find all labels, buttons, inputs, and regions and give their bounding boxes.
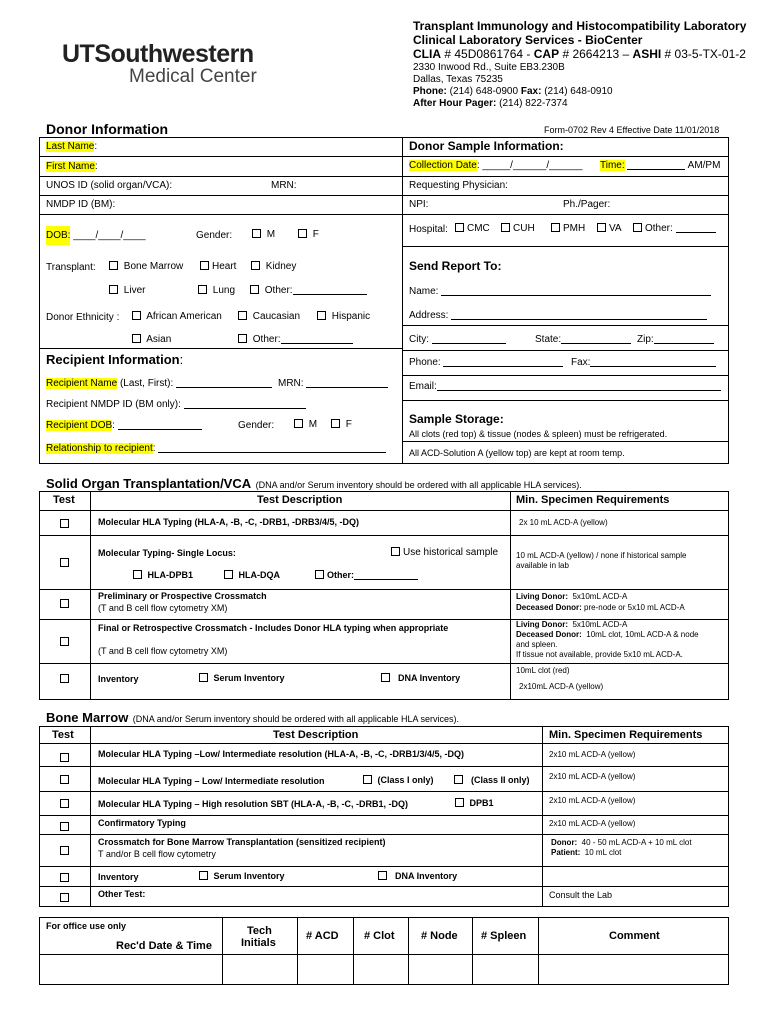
hospital-cmc-checkbox[interactable]: CMC — [455, 223, 490, 235]
bm-row5-description-1: Crossmatch for Bone Marrow Transplantation (sensitized recipient) — [98, 837, 386, 847]
hospital-va-checkbox[interactable]: VA — [597, 223, 622, 235]
hospital-label: Hospital: — [409, 224, 448, 235]
bm-row5-checkbox[interactable] — [60, 846, 69, 855]
divider — [402, 137, 403, 464]
class-ii-only-checkbox[interactable]: (Class II only) — [454, 775, 530, 785]
dob-field[interactable]: DOB: ____/____/____ — [46, 230, 146, 242]
lung-checkbox[interactable]: Lung — [198, 285, 235, 297]
hospital-pmh-checkbox[interactable]: PMH — [551, 223, 585, 235]
nmdp-label: NMDP ID (BM): — [46, 199, 116, 210]
report-city-field[interactable]: City: — [409, 334, 506, 346]
requesting-physician-label: Requesting Physician: — [409, 180, 508, 191]
tech-header: Tech — [247, 925, 272, 937]
gender-f-checkbox[interactable]: F — [298, 229, 319, 241]
solid-row4-description-2: (T and B cell flow cytometry XM) — [98, 646, 228, 656]
bm-row4-specimen: 2x10 mL ACD-A (yellow) — [549, 819, 636, 828]
gender-m-checkbox[interactable]: M — [252, 229, 275, 241]
bone-marrow-checkbox[interactable]: Bone Marrow — [109, 261, 183, 273]
phone-fax: Phone: (214) 648-0900 Fax: (214) 648-0910 — [413, 86, 613, 97]
bm-row1-checkbox[interactable] — [60, 753, 69, 762]
recipient-info-title: Recipient Information: — [46, 352, 184, 367]
solid-row4-specimen-4: If tissue not available, provide 5x10 mL ACD-A. — [516, 650, 683, 659]
spleen-header: # Spleen — [481, 930, 527, 942]
collection-date-field[interactable]: Collection Date: _____/______/______ — [409, 160, 583, 171]
bm-header-min-specimen: Min. Specimen Requirements — [549, 729, 703, 741]
solid-row4-specimen-3: and spleen. — [516, 640, 558, 649]
bone-marrow-title: Bone Marrow (DNA and/or Serum inventory should be ordered with all applicable HLA services). — [46, 710, 459, 725]
solid-dna-inventory-checkbox[interactable]: DNA Inventory — [381, 673, 460, 683]
bm-row1-specimen: 2x10 mL ACD-A (yellow) — [549, 750, 636, 759]
solid-row3-checkbox[interactable] — [60, 599, 69, 608]
solid-row1-specimen: 2x 10 mL ACD-A (yellow) — [519, 518, 608, 527]
solid-row2-specimen-1: 10 mL ACD-A (yellow) / none if historical sample — [516, 551, 687, 560]
other-ethnicity-checkbox[interactable]: Other: — [238, 334, 353, 346]
solid-row3-description-2: (T and B cell flow cytometry XM) — [98, 603, 228, 613]
gender-label: Gender: — [196, 230, 233, 241]
bm-row4-description: Confirmatory Typing — [98, 818, 186, 828]
kidney-checkbox[interactable]: Kidney — [251, 261, 296, 273]
sample-info-title: Donor Sample Information: — [409, 139, 564, 153]
report-state-field[interactable]: State: — [535, 334, 631, 346]
recipient-mrn-field[interactable]: MRN: — [278, 378, 388, 390]
recipient-gender-f-checkbox[interactable]: F — [331, 419, 352, 431]
bm-header-description: Test Description — [273, 729, 359, 741]
form-number: Form-0702 Rev 4 Effective Date 11/01/2018 — [544, 125, 720, 135]
last-name-field[interactable]: Last Name: — [46, 141, 98, 152]
solid-serum-inventory-checkbox[interactable]: Serum Inventory — [199, 673, 285, 683]
ph-pager-label: Ph./Pager: — [563, 199, 611, 210]
asian-checkbox[interactable]: Asian — [132, 334, 171, 346]
hla-dqa-checkbox[interactable]: HLA-DQA — [224, 570, 280, 580]
bm-row3-checkbox[interactable] — [60, 799, 69, 808]
accreditation: CLIA # 45D0861764 - CAP # 2664213 – ASHI # 03-5-TX-01-2 — [413, 47, 746, 61]
solid-row5-specimen-1: 10mL clot (red) — [516, 666, 570, 675]
solid-row3-deceased: Deceased Donor: pre-node or 5x10 mL ACD-A — [516, 603, 685, 612]
node-header: # Node — [421, 930, 458, 942]
bm-inventory-label: Inventory — [98, 872, 139, 882]
unos-id-label: UNOS ID (solid organ/VCA): — [46, 180, 173, 191]
solid-row4-description-1: Final or Retrospective Crossmatch - Includes Donor HLA typing when appropriate — [98, 623, 449, 633]
bm-dna-inventory-checkbox[interactable]: DNA Inventory — [378, 871, 457, 881]
recipient-gender-m-checkbox[interactable]: M — [294, 419, 317, 431]
solid-row2-description: Molecular Typing- Single Locus: — [98, 548, 236, 558]
acd-header: # ACD — [306, 930, 339, 942]
sample-storage-title: Sample Storage: — [409, 412, 504, 426]
solid-header-test: Test — [53, 494, 75, 506]
report-address-field[interactable]: Address: — [409, 310, 707, 322]
bm-other-specimen: Consult the Lab — [549, 890, 613, 900]
lab-name: Transplant Immunology and Histocompatibility Laboratory — [413, 19, 747, 33]
other-locus-checkbox[interactable]: Other: — [315, 570, 418, 580]
solid-row4-checkbox[interactable] — [60, 637, 69, 646]
other-organ-checkbox[interactable]: Other: — [250, 285, 367, 297]
address-line2: Dallas, Texas 75235 — [413, 74, 503, 85]
logo-ut: UT — [62, 40, 95, 68]
bm-row1-description: Molecular HLA Typing –Low/ Intermediate resolution (HLA-A, -B, -C, -DRB1/3/4/5, -DQ) — [98, 749, 465, 759]
collection-time-field[interactable]: Time: AM/PM — [600, 160, 721, 171]
send-report-title: Send Report To: — [409, 259, 502, 273]
hospital-cuh-checkbox[interactable]: CUH — [501, 223, 535, 235]
office-use-label: For office use only — [46, 921, 127, 931]
storage-note-1: All clots (red top) & tissue (nodes & spleen) must be refrigerated. — [409, 429, 668, 439]
logo-southwestern: Southwestern — [94, 40, 254, 68]
dpb1-checkbox[interactable]: DPB1 — [455, 798, 494, 808]
bm-serum-inventory-checkbox[interactable]: Serum Inventory — [199, 871, 285, 881]
recd-date-time-header: Rec'd Date & Time — [116, 940, 212, 952]
bm-row5-donor: Donor: 40 - 50 mL ACD-A + 10 mL clot — [551, 838, 692, 847]
hispanic-checkbox[interactable]: Hispanic — [317, 311, 370, 323]
report-email-field[interactable]: Email: — [409, 381, 721, 393]
clot-header: # Clot — [364, 930, 395, 942]
lab-service: Clinical Laboratory Services - BioCenter — [413, 33, 643, 47]
mrn-label: MRN: — [271, 180, 297, 191]
ethnicity-label: Donor Ethnicity : — [46, 312, 120, 323]
bm-other-checkbox[interactable] — [60, 893, 69, 902]
bm-row2-description: Molecular HLA Typing – Low/ Intermediate resolution — [98, 776, 325, 786]
solid-inventory-label: Inventory — [98, 674, 139, 684]
hla-dpb1-checkbox[interactable]: HLA-DPB1 — [133, 570, 193, 580]
caucasian-checkbox[interactable]: Caucasian — [238, 311, 300, 323]
bm-row5-patient: Patient: 10 mL clot — [551, 848, 622, 857]
transplant-label: Transplant: — [46, 262, 96, 273]
bm-header-test: Test — [52, 729, 74, 741]
bm-row5-description-2: T and/or B cell flow cytometry — [98, 849, 216, 859]
solid-row4-deceased: Deceased Donor: 10mL clot, 10mL ACD-A & node — [516, 630, 699, 639]
report-zip-field[interactable]: Zip: — [637, 334, 714, 346]
bm-row2-specimen: 2x10 mL ACD-A (yellow) — [549, 772, 636, 781]
report-name-field[interactable]: Name: — [409, 286, 711, 298]
use-historical-sample-checkbox[interactable]: Use historical sample — [391, 547, 498, 559]
solid-row3-living: Living Donor: 5x10mL ACD-A — [516, 592, 628, 601]
solid-header-min-specimen: Min. Specimen Requirements — [516, 494, 670, 506]
solid-row4-living: Living Donor: 5x10mL ACD-A — [516, 620, 628, 629]
report-fax-field[interactable]: Fax: — [571, 357, 716, 369]
relationship-field[interactable]: Relationship to recipient: — [46, 443, 386, 455]
storage-note-2: All ACD-Solution A (yellow top) are kept at room temp. — [409, 448, 625, 458]
bm-row3-description: Molecular HLA Typing – High resolution SBT (HLA-A, -B, -C, -DRB1, -DQ) — [98, 799, 408, 809]
solid-row2-checkbox[interactable] — [60, 558, 69, 567]
recipient-dob-field[interactable]: Recipient DOB: — [46, 420, 202, 432]
report-phone-field[interactable]: Phone: — [409, 357, 563, 369]
class-i-only-checkbox[interactable]: (Class I only) — [363, 775, 434, 785]
solid-row1-description: Molecular HLA Typing (HLA-A, -B, -C, -DRB1, -DRB3/4/5, -DQ) — [98, 517, 359, 527]
npi-label: NPI: — [409, 199, 429, 210]
logo — [62, 40, 254, 69]
comment-header: Comment — [609, 930, 660, 942]
recipient-gender-label: Gender: — [238, 420, 275, 431]
heart-checkbox[interactable]: Heart — [200, 261, 236, 273]
address-line1: 2330 Inwood Rd., Suite EB3.230B — [413, 62, 565, 73]
solid-row5-checkbox[interactable] — [60, 674, 69, 683]
recipient-nmdp-field[interactable]: Recipient NMDP ID (BM only): — [46, 399, 306, 411]
african-american-checkbox[interactable]: African American — [132, 311, 222, 323]
bm-other-test-label: Other Test: — [98, 889, 146, 899]
donor-info-title: Donor Information — [46, 121, 169, 137]
bm-row6-checkbox[interactable] — [60, 873, 69, 882]
logo-medical-center: Medical Center — [129, 66, 257, 87]
tech-initials-header: Initials — [241, 937, 276, 949]
hospital-other-checkbox[interactable]: Other: — [633, 223, 716, 235]
first-name-field[interactable]: First Name: — [46, 161, 98, 172]
solid-row1-checkbox[interactable] — [60, 519, 69, 528]
after-hour-pager: After Hour Pager: (214) 822-7374 — [413, 98, 568, 109]
solid-row3-description-1: Preliminary or Prospective Crossmatch — [98, 591, 267, 601]
solid-organ-title: Solid Organ Transplantation/VCA (DNA and/or Serum inventory should be ordered with all applicable HLA services). — [46, 476, 582, 491]
solid-row2-specimen-2: available in lab — [516, 561, 569, 570]
solid-header-description: Test Description — [257, 494, 343, 506]
liver-checkbox[interactable]: Liver — [109, 285, 145, 297]
solid-row5-specimen-2: 2x10mL ACD-A (yellow) — [519, 682, 604, 691]
bm-row4-checkbox[interactable] — [60, 822, 69, 831]
bm-row2-checkbox[interactable] — [60, 775, 69, 784]
bm-row3-specimen: 2x10 mL ACD-A (yellow) — [549, 796, 636, 805]
recipient-name-field[interactable]: Recipient Name (Last, First): — [46, 378, 272, 390]
